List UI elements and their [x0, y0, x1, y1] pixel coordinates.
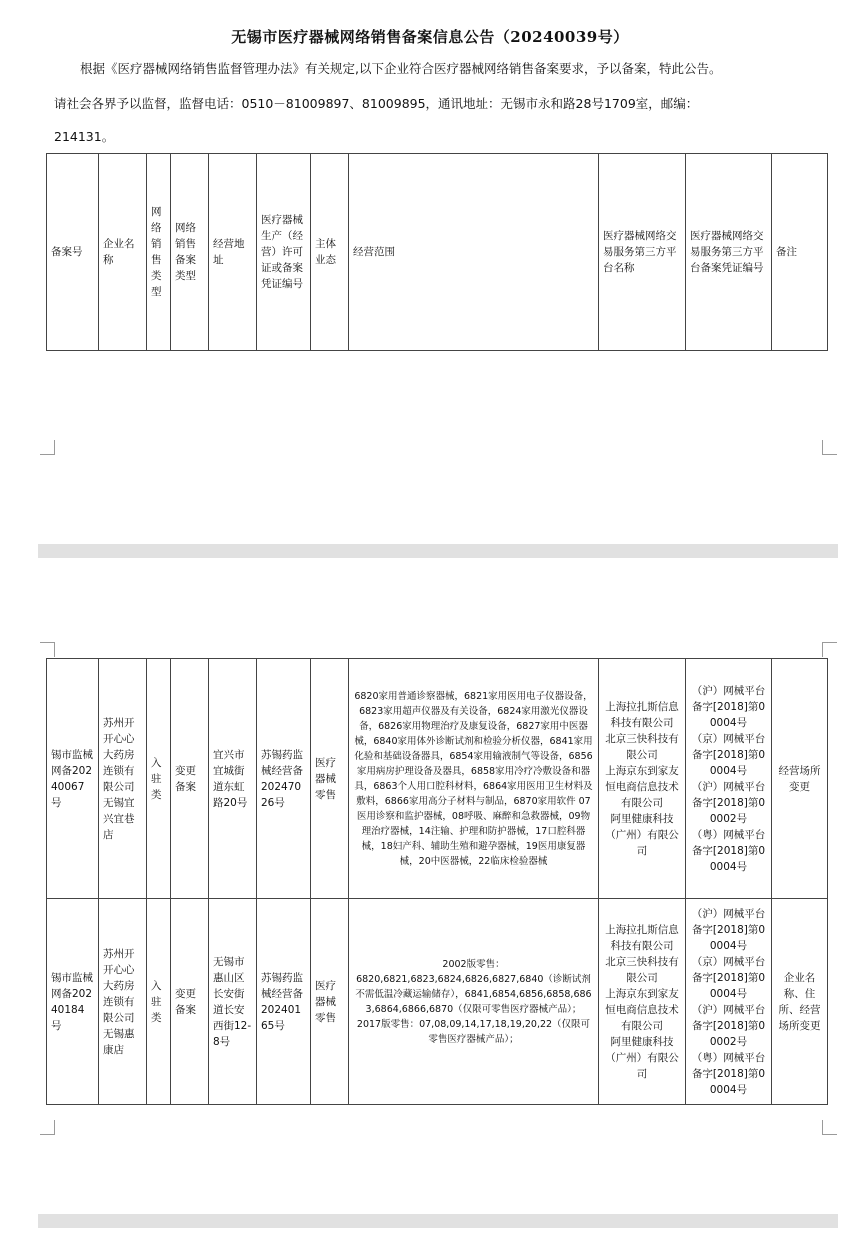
- address-cell: 无锡市惠山区长安街道长安西街12-8号: [209, 899, 257, 1105]
- scope-line: 2017版零售：07,08,09,14,17,18,19,20,22（仅限可零售医疗器械产品）；: [356, 1018, 591, 1045]
- page-separator: [38, 544, 838, 558]
- platform-name: 上海京东到家友恒电商信息技术有限公司: [605, 764, 679, 809]
- postcode-line: 214131。: [54, 129, 115, 144]
- header-scope: 经营范围: [349, 154, 599, 351]
- table-row: [47, 899, 828, 1105]
- business-form-cell: 医疗器械零售: [311, 659, 349, 899]
- sales-type-cell: 入驻类: [147, 899, 171, 1105]
- platform-name: 北京三快科技有限公司: [605, 732, 679, 761]
- record-no-cell: 锡市监械网备20240067号: [47, 659, 99, 899]
- header-remark: 备注: [772, 154, 828, 351]
- platform-no: （沪）网械平台备字[2018]第00004号: [691, 907, 766, 952]
- header-sales-type: 网络销售类型: [147, 154, 171, 351]
- platform-no: （粤）网械平台备字[2018]第00004号: [691, 1051, 766, 1096]
- header-platform-name: 医疗器械网络交易服务第三方平台名称: [599, 154, 686, 351]
- platform-name-cell: [599, 899, 686, 1105]
- page-corner-mark: [40, 642, 55, 657]
- company-cell: 苏州开开心心大药房连锁有限公司无锡惠康店: [99, 899, 147, 1105]
- remark-cell: 企业名称、住所、经营场所变更: [772, 899, 828, 1105]
- data-table: [46, 658, 828, 1105]
- filing-type-cell: 变更备案: [171, 659, 209, 899]
- header-platform-no: 医疗器械网络交易服务第三方平台备案凭证编号: [686, 154, 772, 351]
- remark-cell: 经营场所变更: [772, 659, 828, 899]
- platform-no-cell: [686, 659, 772, 899]
- platform-no-cell: [686, 899, 772, 1105]
- header-filing-type: 网络销售备案类型: [171, 154, 209, 351]
- platform-name: 上海拉扎斯信息科技有限公司: [605, 700, 679, 729]
- scope-line: 2002版零售：: [442, 958, 505, 970]
- platform-name: 上海拉扎斯信息科技有限公司: [605, 923, 679, 952]
- page-corner-mark: [40, 440, 55, 455]
- page-corner-mark: [822, 1120, 837, 1135]
- platform-no: （沪）网械平台备字[2018]第00002号: [691, 780, 766, 825]
- header-record-no: 备案号: [47, 154, 99, 351]
- header-business-form: 主体业态: [311, 154, 349, 351]
- page-title: 无锡市医疗器械网络销售备案信息公告（20240039号）: [231, 28, 629, 46]
- page-separator: [38, 1214, 838, 1228]
- header-company: 企业名称: [99, 154, 147, 351]
- filing-type-cell: 变更备案: [171, 899, 209, 1105]
- page-corner-mark: [822, 440, 837, 455]
- address-cell: 宜兴市宜城街道东虹路20号: [209, 659, 257, 899]
- platform-name-cell: [599, 659, 686, 899]
- page-corner-mark: [40, 1120, 55, 1135]
- header-table: [46, 153, 828, 351]
- license-cell: 苏锡药监械经营备20247026号: [257, 659, 311, 899]
- platform-no: （粤）网械平台备字[2018]第00004号: [691, 828, 766, 873]
- header-license: 医疗器械生产（经营）许可证或备案凭证编号: [257, 154, 311, 351]
- table-row: [47, 659, 828, 899]
- intro-paragraph: 根据《医疗器械网络销售监督管理办法》有关规定,以下企业符合医疗器械网络销售备案要求，予以备案，特此公告。: [80, 61, 722, 76]
- scope-line: 6820,6821,6823,6824,6826,6827,6840（诊断试剂不需低温冷藏运输储存），6841,6854,6856,6858,6863,6864,6866,6870（仅限可零售医疗器械产品）；: [355, 973, 592, 1015]
- supervision-paragraph: 请社会各界予以监督，监督电话：0510－81009897、81009895，通讯地址：无锡市永和路28号1709室，邮编：: [54, 96, 699, 111]
- business-form-cell: 医疗器械零售: [311, 899, 349, 1105]
- scope-cell: 6820家用普通诊察器械，6821家用医用电子仪器设备，6823家用超声仪器及有关设备，6824家用激光仪器设备，6826家用物理治疗及康复设备，6827家用中医器械，6840家用体外诊断试剂和检验分析仪器，6841家用化验和基础设备器具，6854家用输液制气等设备，6856家用病房护理设备及器具，6858家用冷疗冷敷设备和器具，6863个人用口腔科材料，6864家用医用卫生材料及敷料，6866家用高分子材料与制品，6870家用软件 07医用诊察和监护器械，08呼吸、麻醉和急救器械，09物理治疗器械，14注输、护理和防护器械，17口腔科器械，18妇产科、辅助生殖和避孕器械，19医用康复器械，20中医器械，22临床检验器械: [349, 659, 599, 899]
- platform-name: 阿里健康科技（广州）有限公司: [605, 1035, 679, 1080]
- platform-no: （京）网械平台备字[2018]第00004号: [691, 732, 766, 777]
- record-no-cell: 锡市监械网备20240184号: [47, 899, 99, 1105]
- platform-no: （沪）网械平台备字[2018]第00004号: [691, 684, 766, 729]
- sales-type-cell: 入驻类: [147, 659, 171, 899]
- platform-name: 北京三快科技有限公司: [605, 955, 679, 984]
- platform-name: 上海京东到家友恒电商信息技术有限公司: [605, 987, 679, 1032]
- platform-no: （京）网械平台备字[2018]第00004号: [691, 955, 766, 1000]
- license-cell: 苏锡药监械经营备20240165号: [257, 899, 311, 1105]
- platform-no: （沪）网械平台备字[2018]第00002号: [691, 1003, 766, 1048]
- platform-name: 阿里健康科技（广州）有限公司: [605, 812, 679, 857]
- company-cell: 苏州开开心心大药房连锁有限公司无锡宜兴宜巷店: [99, 659, 147, 899]
- page-corner-mark: [822, 642, 837, 657]
- header-address: 经营地址: [209, 154, 257, 351]
- header-row: [47, 154, 828, 351]
- scope-cell: [349, 899, 599, 1105]
